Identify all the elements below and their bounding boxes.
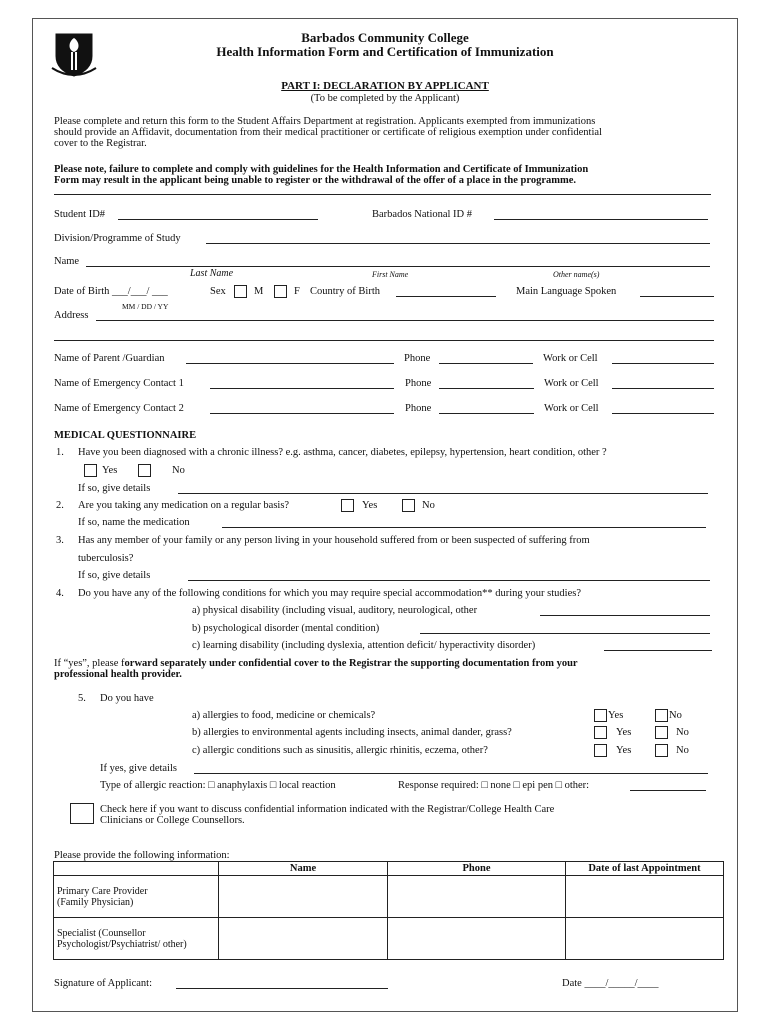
q2-no-label: No <box>422 500 435 511</box>
contact-label: Name of Parent /Guardian <box>54 353 165 364</box>
providers-intro: Please provide the following information: <box>54 850 230 861</box>
q5b-yes-checkbox[interactable] <box>594 726 607 739</box>
contact-work-field[interactable] <box>612 413 714 414</box>
country-label: Country of Birth <box>310 286 380 297</box>
q3-text: Has any member of your family or any person living in your household suffered from or been suspected of suffering from <box>78 535 590 546</box>
q2-yes-checkbox[interactable] <box>341 499 354 512</box>
student-id-field[interactable] <box>118 219 318 220</box>
college-name: Barbados Community College <box>301 30 469 45</box>
intro-line-1: Please complete and return this form to the Student Affairs Department at registration. Applicants exempted from immunizations <box>54 116 596 127</box>
contact-work-field[interactable] <box>612 363 714 364</box>
table-header-blank <box>54 862 219 876</box>
table-header-date: Date of last Appointment <box>566 862 724 876</box>
q3-text-continued: tuberculosis? <box>78 553 134 564</box>
q2-medication-label: If so, name the medication <box>78 517 190 528</box>
contact-label: Name of Emergency Contact 1 <box>54 378 184 389</box>
note-line-1: Please note, failure to complete and comply with guidelines for the Health Information and Certificate of Immunization <box>54 164 589 175</box>
q1-details-field[interactable] <box>178 493 708 494</box>
table-row <box>54 876 724 918</box>
contact-phone-field[interactable] <box>439 388 534 389</box>
q1-details-label: If so, give details <box>78 483 151 494</box>
forward-note-bold: orward separately under confidential cover to the Registrar the supporting documentation from your <box>124 658 578 669</box>
language-field[interactable] <box>640 296 714 297</box>
contact-work-field[interactable] <box>612 388 714 389</box>
q5c-text: c) allergic conditions such as sinusitis, allergic rhinitis, eczema, other? <box>192 745 488 756</box>
sex-female-checkbox[interactable] <box>274 285 287 298</box>
confidential-text-2: Clinicians or College Counsellors. <box>100 815 245 826</box>
forward-note-plain: If “yes”, please f <box>54 658 125 669</box>
q4b-text: b) psychological disorder (mental condition) <box>192 623 380 634</box>
q5b-yes-label: Yes <box>616 727 632 738</box>
q2-text: Are you taking any medication on a regular basis? <box>78 500 290 511</box>
q5b-no-checkbox[interactable] <box>655 726 668 739</box>
q1-text: Have you been diagnosed with a chronic illness? e.g. asthma, cancer, diabetes, epilepsy, hypertension, heart condition, other ? <box>78 447 607 458</box>
q4c-field[interactable] <box>604 650 712 651</box>
provider-phone-cell[interactable] <box>388 876 566 918</box>
contact-phone-label: Phone <box>404 353 431 364</box>
first-name-caption: First Name <box>372 270 409 279</box>
q4b-field[interactable] <box>420 633 710 634</box>
q1-number: 1. <box>56 447 64 458</box>
q4a-field[interactable] <box>540 615 710 616</box>
separator-line <box>54 194 711 195</box>
contact-phone-label: Phone <box>405 403 432 414</box>
date-field[interactable]: Date ____/_____/____ <box>562 978 659 989</box>
table-header-name: Name <box>219 862 388 876</box>
name-field[interactable] <box>86 266 710 267</box>
contact-phone-field[interactable] <box>439 363 533 364</box>
contact-label: Name of Emergency Contact 2 <box>54 403 184 414</box>
language-label: Main Language Spoken <box>516 286 617 297</box>
note-line-2: Form may result in the applicant being unable to register or the withdrawal of the offer of a place in the programme. <box>54 175 577 186</box>
q4-number: 4. <box>56 588 64 599</box>
q3-number: 3. <box>56 535 64 546</box>
contact-work-label: Work or Cell <box>544 403 599 414</box>
contact-phone-field[interactable] <box>439 413 534 414</box>
provider-phone-cell[interactable] <box>388 918 566 960</box>
address-field-2[interactable] <box>54 340 714 341</box>
table-header-row <box>54 862 724 876</box>
provider-date-cell[interactable] <box>566 918 724 960</box>
allergy-details-label: If yes, give details <box>100 763 177 774</box>
q5a-no-checkbox[interactable] <box>655 709 668 722</box>
contact-work-label: Work or Cell <box>544 378 599 389</box>
contact-name-field[interactable] <box>186 363 394 364</box>
provider-type-line-2: (Family Physician) <box>57 896 134 908</box>
other-names-caption: Other name(s) <box>553 270 600 279</box>
q5c-yes-checkbox[interactable] <box>594 744 607 757</box>
q5a-yes-checkbox[interactable] <box>594 709 607 722</box>
q5c-no-label: No <box>676 745 689 756</box>
contact-name-field[interactable] <box>210 413 394 414</box>
sex-male-label: M <box>254 286 264 297</box>
dob-label[interactable]: Date of Birth ___/___/ ___ <box>54 286 168 297</box>
q3-details-field[interactable] <box>188 580 710 581</box>
q5-text: Do you have <box>100 693 154 704</box>
intro-line-3: cover to the Registrar. <box>54 138 147 149</box>
q4c-text: c) learning disability (including dyslexia, attention deficit/ hyperactivity disorder) <box>192 640 536 651</box>
signature-field[interactable] <box>176 988 388 989</box>
part-title: PART I: DECLARATION BY APPLICANT <box>281 80 489 92</box>
response-other-field[interactable] <box>630 790 706 791</box>
q5c-yes-label: Yes <box>616 745 632 756</box>
provider-type-line-2: Psychologist/Psychiatrist/ other) <box>57 938 187 950</box>
provider-name-cell[interactable] <box>219 918 388 960</box>
part-subtitle: (To be completed by the Applicant) <box>310 93 460 104</box>
name-label: Name <box>54 256 80 267</box>
q5a-yes-label: Yes <box>608 710 624 721</box>
q5c-no-checkbox[interactable] <box>655 744 668 757</box>
country-field[interactable] <box>396 296 496 297</box>
provider-date-cell[interactable] <box>566 876 724 918</box>
q3-details-label: If so, give details <box>78 570 151 581</box>
table-row <box>54 918 724 960</box>
sex-male-checkbox[interactable] <box>234 285 247 298</box>
table-header-phone: Phone <box>388 862 566 876</box>
response-required-text[interactable]: Response required: □ none □ epi pen □ other: <box>398 780 590 791</box>
forward-note-line-1 <box>54 658 578 669</box>
address-label: Address <box>54 310 89 321</box>
national-id-label: Barbados National ID # <box>372 209 473 220</box>
student-id-label: Student ID# <box>54 209 106 220</box>
q5b-no-label: No <box>676 727 689 738</box>
q4a-text: a) physical disability (including visual, auditory, neurological, other <box>192 605 478 616</box>
contact-phone-label: Phone <box>405 378 432 389</box>
q1-yes-checkbox[interactable] <box>84 464 97 477</box>
q2-medication-field[interactable] <box>222 527 706 528</box>
provider-type-line-1: Primary Care Provider <box>57 885 148 897</box>
contact-name-field[interactable] <box>210 388 394 389</box>
last-name-caption: Last Name <box>190 268 234 279</box>
signature-label: Signature of Applicant: <box>54 978 152 989</box>
q2-no-checkbox[interactable] <box>402 499 415 512</box>
q5-number: 5. <box>78 693 86 704</box>
q5a-text: a) allergies to food, medicine or chemicals? <box>192 710 376 721</box>
provider-name-cell[interactable] <box>219 876 388 918</box>
provider-type-cell <box>54 918 219 960</box>
provider-type-cell <box>54 876 219 918</box>
q1-no-label: No <box>172 465 185 476</box>
form-title: Health Information Form and Certification of Immunization <box>216 44 554 59</box>
dob-format-caption: MM / DD / YY <box>122 302 169 311</box>
sex-female-label: F <box>294 286 300 297</box>
address-field-1[interactable] <box>96 320 714 321</box>
forward-note-line-2: professional health provider. <box>54 669 182 680</box>
sex-label: Sex <box>210 286 226 297</box>
reaction-type-text[interactable]: Type of allergic reaction: □ anaphylaxis □ local reaction <box>100 780 336 791</box>
q2-yes-label: Yes <box>362 500 378 511</box>
confidential-text-1: Check here if you want to discuss confidential information indicated with the Registrar/College Health Care <box>100 804 555 815</box>
providers-table <box>53 861 724 960</box>
q4-text: Do you have any of the following conditions for which you may require special accommodation** during your studies? <box>78 588 582 599</box>
division-label: Division/Programme of Study <box>54 233 181 244</box>
q5b-text: b) allergies to environmental agents including insects, animal dander, grass? <box>192 727 512 738</box>
confidential-checkbox[interactable] <box>70 803 94 824</box>
national-id-field[interactable] <box>494 219 708 220</box>
q1-yes-label: Yes <box>102 465 118 476</box>
division-field[interactable] <box>206 243 710 244</box>
allergy-details-field[interactable] <box>194 773 708 774</box>
provider-type-line-1: Specialist (Counsellor <box>57 927 146 939</box>
contact-work-label: Work or Cell <box>543 353 598 364</box>
medical-heading: MEDICAL QUESTIONNAIRE <box>54 430 197 441</box>
intro-line-2: should provide an Affidavit, documentation from their medical practitioner or certificate of religious exemption under confidential <box>54 127 602 138</box>
q2-number: 2. <box>56 500 64 511</box>
q1-no-checkbox[interactable] <box>138 464 151 477</box>
q5a-no-label: No <box>669 710 682 721</box>
